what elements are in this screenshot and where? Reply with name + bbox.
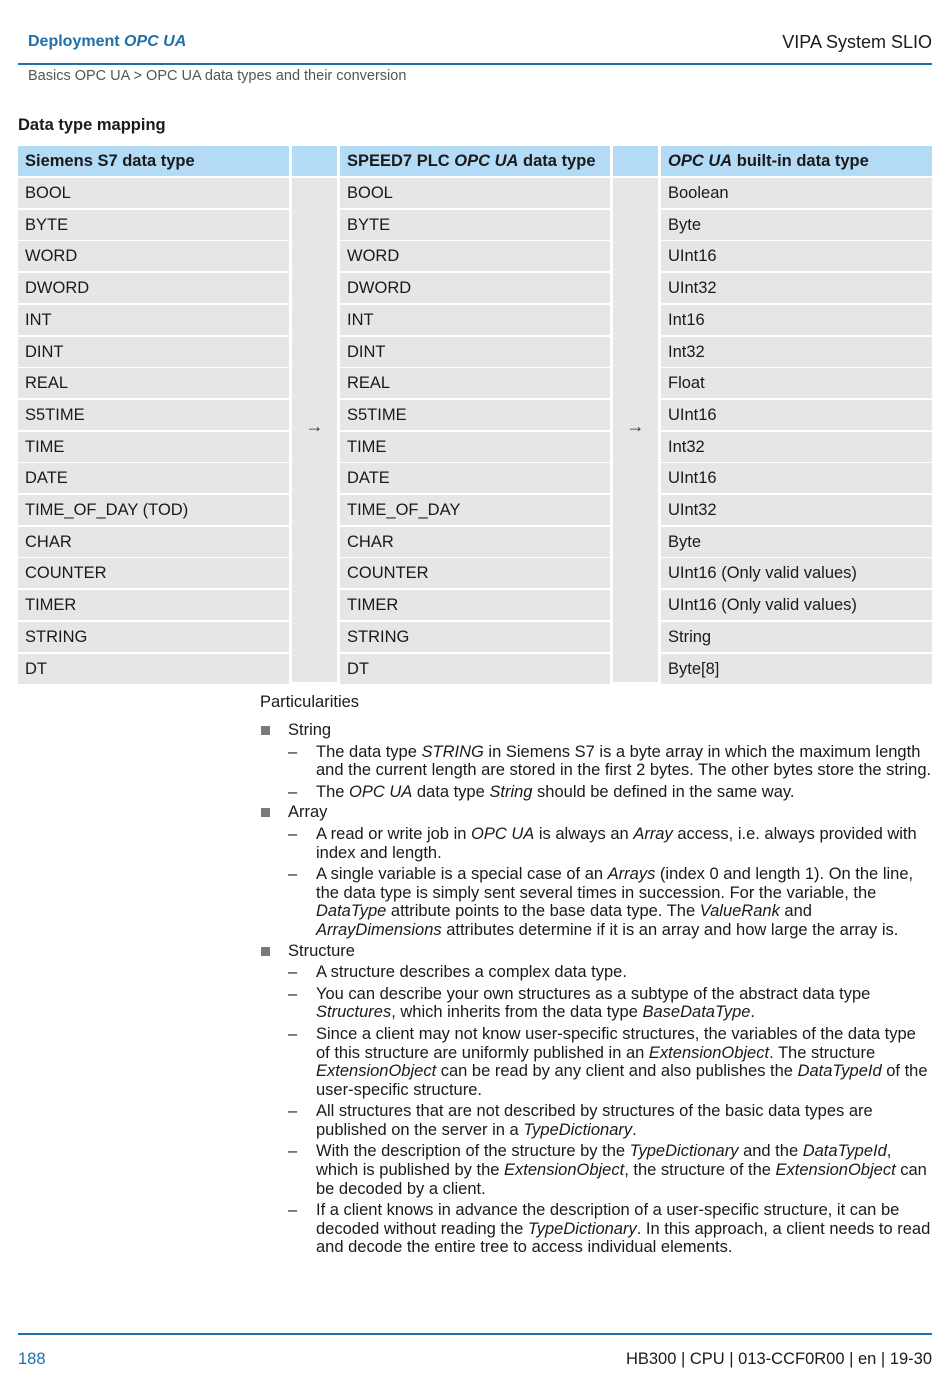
sub-list-item — [260, 963, 934, 982]
table-row — [18, 463, 932, 493]
text-segment: can be read by any client and also publishes the — [436, 1062, 798, 1081]
speed7-type-cell: BOOL — [340, 178, 610, 208]
text-segment: OPC UA — [471, 824, 535, 843]
text-segment: ArrayDimensions — [316, 920, 442, 939]
document-reference: HB300 | CPU | 013-CCF0R00 | en | 19-30 — [625, 1350, 932, 1368]
text-segment: OPC UA — [349, 782, 413, 801]
text-segment: in Siemens S7 is a byte array in which the maximum length and the current length are stored in the first 2 bytes. The other bytes store the string. — [316, 742, 932, 780]
siemens-type-cell: BYTE — [18, 210, 289, 240]
siemens-type-cell: DATE — [18, 463, 289, 493]
text-segment: You can describe your own structures as a subtype of the abstract data type — [316, 984, 871, 1003]
sub-list-item — [260, 865, 934, 939]
text-segment: TypeDictionary — [527, 1219, 637, 1238]
text-segment: Array — [633, 824, 673, 843]
opcua-type-cell: UInt32 — [661, 495, 932, 525]
text-segment: BaseDataType — [642, 1003, 751, 1022]
text-segment: , which inherits from the data type — [391, 1003, 643, 1022]
dash-bullet-icon: – — [288, 782, 298, 801]
table-header-row — [18, 146, 932, 176]
text-segment: of the user-specific structure. — [316, 1062, 928, 1099]
speed7-type-cell: S5TIME — [340, 400, 610, 430]
text-segment: attribute points to the base data type. The — [386, 902, 700, 921]
opcua-type-cell: UInt16 — [661, 241, 932, 271]
table-row — [18, 432, 932, 462]
siemens-type-cell: CHAR — [18, 527, 289, 557]
sub-list-item — [260, 1142, 934, 1198]
text-segment: Structures — [316, 1003, 392, 1022]
square-bullet-icon — [261, 808, 270, 817]
table-row — [18, 590, 932, 620]
table-row — [18, 273, 932, 303]
text-segment: String — [489, 782, 533, 801]
speed7-type-cell: DT — [340, 654, 610, 684]
arrow-right-icon: → — [626, 416, 645, 436]
list-item-label: Array — [288, 803, 328, 822]
text-segment: TypeDictionary — [523, 1120, 633, 1139]
speed7-type-cell: TIMER — [340, 590, 610, 620]
text-segment: ExtensionObject — [648, 1043, 770, 1062]
text-segment: ExtensionObject — [775, 1161, 896, 1180]
text-segment: If a client knows in advance the description of a user-specific structure, it can be decoded without reading the — [316, 1201, 900, 1238]
footer-divider — [18, 1333, 932, 1335]
text-segment: Arrays — [607, 865, 656, 884]
siemens-type-cell: TIME_OF_DAY (TOD) — [18, 495, 289, 525]
header-speed7: SPEED7 PLC OPC UA data type — [340, 146, 610, 176]
opcua-type-cell: UInt16 (Only valid values) — [661, 558, 932, 588]
speed7-type-cell: TIME_OF_DAY — [340, 495, 610, 525]
text-segment: ExtensionObject — [504, 1161, 625, 1180]
table-row — [18, 337, 932, 367]
siemens-type-cell: WORD — [18, 241, 289, 271]
text-segment: . The structure — [769, 1043, 876, 1062]
square-bullet-icon — [261, 726, 270, 735]
table-row — [18, 400, 932, 430]
text-segment: A read or write job in — [316, 824, 471, 843]
text-segment: The — [316, 782, 350, 801]
text-segment: A single variable is a special case of an — [316, 865, 608, 884]
opcua-type-cell: Int32 — [661, 337, 932, 367]
text-segment: . — [750, 1003, 756, 1022]
speed7-type-cell: DWORD — [340, 273, 610, 303]
text-segment: , which is published by the — [316, 1142, 892, 1180]
opcua-type-cell: UInt16 (Only valid values) — [661, 590, 932, 620]
speed7-type-cell: INT — [340, 305, 610, 335]
list-item — [260, 942, 934, 1258]
table-row — [18, 368, 932, 398]
sub-list-item — [260, 1102, 934, 1139]
list-item-label: Structure — [288, 941, 355, 960]
siemens-type-cell: S5TIME — [18, 400, 289, 430]
speed7-type-cell: WORD — [340, 241, 610, 271]
arrow-right-icon: → — [305, 416, 324, 436]
speed7-type-cell: DATE — [340, 463, 610, 493]
section-title: Data type mapping — [18, 116, 166, 134]
text-segment: With the description of the structure by the — [316, 1142, 630, 1161]
sub-list-item — [260, 985, 934, 1022]
text-segment: attributes determine if it is an array and how large the array is. — [441, 920, 899, 939]
opcua-type-cell: Byte — [661, 527, 932, 557]
siemens-type-cell: STRING — [18, 622, 289, 652]
opcua-type-cell: Byte[8] — [661, 654, 932, 684]
text-segment: DataTypeId — [797, 1062, 882, 1081]
speed7-type-cell: REAL — [340, 368, 610, 398]
dash-bullet-icon: – — [288, 824, 298, 843]
text-segment: TypeDictionary — [629, 1142, 739, 1161]
product-title: VIPA System SLIO — [782, 32, 932, 52]
table-row — [18, 527, 932, 557]
dash-bullet-icon: – — [288, 963, 298, 982]
text-segment: is always an — [534, 824, 634, 843]
table-row — [18, 241, 932, 271]
text-segment: STRING — [421, 742, 484, 761]
opcua-type-cell: UInt16 — [661, 400, 932, 430]
siemens-type-cell: REAL — [18, 368, 289, 398]
dash-bullet-icon: – — [288, 1142, 298, 1161]
speed7-type-cell: DINT — [340, 337, 610, 367]
text-segment: and the — [738, 1142, 803, 1161]
text-segment: ExtensionObject — [316, 1062, 437, 1081]
list-item — [260, 803, 934, 939]
text-segment: data type — [412, 782, 490, 801]
sub-list-item — [260, 783, 934, 802]
opcua-type-cell: UInt16 — [661, 463, 932, 493]
text-segment: . — [632, 1120, 637, 1139]
opcua-type-cell: Int16 — [661, 305, 932, 335]
siemens-type-cell: TIME — [18, 432, 289, 462]
text-segment: All structures that are not described by structures of the basic data types are published on the server in a — [316, 1102, 873, 1139]
header-arrow-spacer-2 — [613, 146, 658, 176]
siemens-type-cell: BOOL — [18, 178, 289, 208]
square-bullet-icon — [261, 947, 270, 956]
header-siemens-s7: Siemens S7 data type — [18, 146, 289, 176]
siemens-type-cell: DINT — [18, 337, 289, 367]
siemens-type-cell: DWORD — [18, 273, 289, 303]
text-segment: should be defined in the same way. — [532, 782, 795, 801]
particularities-title: Particularities — [260, 693, 360, 711]
table-row — [18, 558, 932, 588]
opcua-type-cell: Boolean — [661, 178, 932, 208]
header-arrow-spacer-1 — [292, 146, 337, 176]
dash-bullet-icon: – — [288, 1201, 298, 1220]
text-segment: (index 0 and length 1). On the line, the data type is simply sent several times in succession. For the variable, the — [316, 865, 914, 902]
table-row — [18, 495, 932, 525]
speed7-type-cell: STRING — [340, 622, 610, 652]
page-number: 188 — [18, 1350, 46, 1368]
opcua-type-cell: Int32 — [661, 432, 932, 462]
text-segment: The data type — [316, 742, 422, 761]
dash-bullet-icon: – — [288, 1024, 298, 1043]
text-segment: ValueRank — [699, 902, 780, 921]
dash-bullet-icon: – — [288, 984, 298, 1003]
text-segment: can be decoded by a client. — [316, 1161, 927, 1198]
opcua-type-cell: String — [661, 622, 932, 652]
speed7-type-cell: TIME — [340, 432, 610, 462]
opcua-type-cell: Float — [661, 368, 932, 398]
speed7-type-cell: CHAR — [340, 527, 610, 557]
table-row — [18, 654, 932, 684]
particularities-list — [260, 721, 934, 1259]
sub-list-item — [260, 743, 934, 780]
table-row — [18, 305, 932, 335]
siemens-type-cell: TIMER — [18, 590, 289, 620]
text-segment: , the structure of the — [624, 1161, 776, 1180]
speed7-type-cell: BYTE — [340, 210, 610, 240]
text-segment: . In this approach, a client needs to read and decode the entire tree to access individual elements. — [316, 1219, 931, 1257]
sub-list-item — [260, 825, 934, 862]
text-segment: DataType — [316, 902, 387, 921]
speed7-type-cell: COUNTER — [340, 558, 610, 588]
opcua-type-cell: Byte — [661, 210, 932, 240]
dash-bullet-icon: – — [288, 1102, 298, 1121]
text-segment: Since a client may not know user-specific structures, the variables of the data type of this structure are uniformly published in an — [316, 1024, 916, 1062]
text-segment: A structure describes a complex data type. — [316, 963, 627, 982]
sub-list-item — [260, 1025, 934, 1099]
dash-bullet-icon: – — [288, 865, 298, 884]
dash-bullet-icon: – — [288, 742, 298, 761]
opcua-type-cell: UInt32 — [661, 273, 932, 303]
text-segment: DataTypeId — [802, 1142, 887, 1161]
table-row — [18, 210, 932, 240]
sub-list-item — [260, 1201, 934, 1257]
siemens-type-cell: COUNTER — [18, 558, 289, 588]
list-item — [260, 721, 934, 801]
header-divider — [18, 63, 932, 65]
siemens-type-cell: INT — [18, 305, 289, 335]
text-segment: access, i.e. always provided with index and length. — [316, 824, 917, 862]
table-row — [18, 178, 932, 208]
table-row — [18, 622, 932, 652]
header-opcua-builtin: OPC UA built-in data type — [661, 146, 932, 176]
chapter-title: Deployment OPC UA — [28, 33, 187, 50]
list-item-label: String — [288, 721, 332, 739]
siemens-type-cell: DT — [18, 654, 289, 684]
breadcrumb: Basics OPC UA > OPC UA data types and their conversion — [28, 68, 407, 84]
text-segment: and — [779, 902, 812, 921]
